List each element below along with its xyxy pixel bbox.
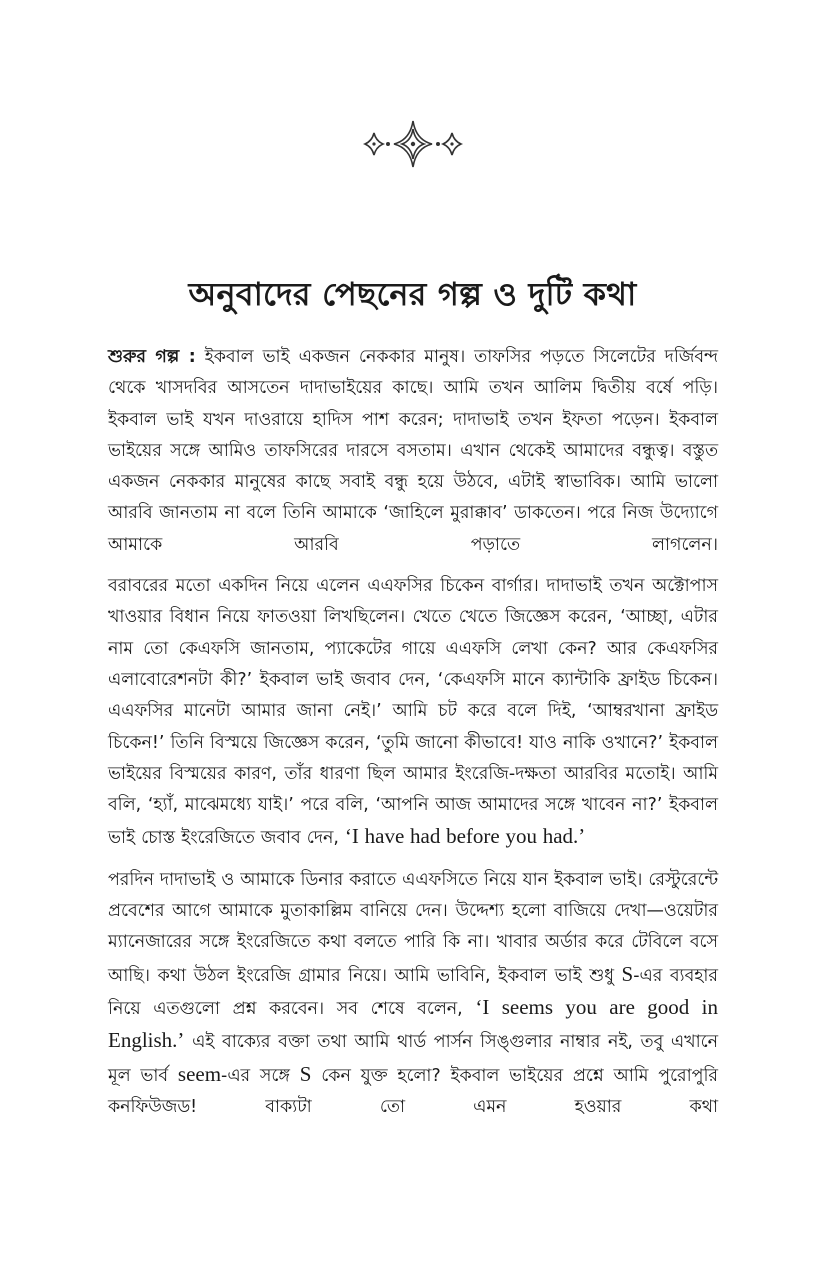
english-letter: S [621,961,634,986]
paragraph-text: বরাবরের মতো একদিন নিয়ে এলেন এএফসির চিকেন বার্গার। দাদাভাই তখন অক্টোপাস খাওয়ার বিধান নিয়ে ফাতওয়া লিখছিলেন। খেতে খেতে জিজ্ঞেস করেন, ‘আচ্ছা, এটার নাম তো কেএফসি জানতাম, প্যাকেটের গায়ে এএফসি লেখা কেন? আর কেএফসির এলাবোরেশনটা কী?’ ইকবাল ভাই জবাব দেন, ‘কেএফসি মানে ক্যান্টাকি ফ্রাইড চিকেন। এএফসির মানেটা আমার জানা নেই।’ আমি চট করে বলে দিই, ‘আম্বরখানা ফ্রাইড চিকেন!’ তিনি বিস্ময়ে জিজ্ঞেস করেন, ‘তুমি জানো কীভাবে! যাও নাকি ওখানে?’ ইকবাল ভাইয়ের বিস্ময়ের কারণ, তাঁর ধারণা ছিল আমার ইংরেজি-দক্ষতা আরবির মতোই। আমি বলি, ‘হ্যাঁ, মাঝেমধ্যে যাই।’ পরে বলি, ‘আপনি আজ আমাদের সঙ্গে খাবেন না?’ ইকবাল ভাই চোস্ত ইংরেজিতে জবাব দেন, [108,576,718,849]
paragraph-1 [108,342,718,561]
paragraph-text: -এর সঙ্গে [221,1065,300,1086]
paragraph-3 [108,865,718,1123]
diamond-ornament-icon [360,118,466,170]
english-letter: S [299,1061,312,1086]
section-lead: শুরুর গল্প : [108,347,196,367]
english-word: seem [177,1061,222,1086]
body-text [108,342,718,1133]
paragraph-text: ইকবাল ভাই একজন নেককার মানুষ। তাফসির পড়তে সিলেটের দর্জিবন্দ থেকে খাসদবির আসতেন দাদাভাইয়ের কাছে। আমি তখন আলিম দ্বিতীয় বর্ষে পড়ি। ইকবাল ভাই যখন দাওরায়ে হাদিস পাশ করেন; দাদাভাই তখন ইফতা পড়েন। ইকবাল ভাইয়ের সঙ্গে আমিও তাফসিরের দারসে বসতাম। এখান থেকেই আমাদের বন্ধুত্ব। বস্তুত একজন নেককার মানুষের কাছে সবাই বন্ধু হয়ে উঠবে, এটাই স্বাভাবিক। আমি ভালো আরবি জানতাম না বলে তিনি আমাকে ‘জাহিলে মুরাক্কাব’ ডাকতেন। পরে নিজ উদ্যোগে আমাকে আরবি পড়াতে লাগলেন। [108,347,718,555]
paragraph-text: পরদিন দাদাভাই ও আমাকে ডিনার করাতে এএফসিতে নিয়ে যান ইকবাল ভাই। রেস্টুরেন্টে প্রবেশের আগে আমাকে মুতাকাল্লিম বানিয়ে দেন। উদ্দেশ্য হলো বাজিয়ে দেখা—ওয়েটার ম্যানেজারের সঙ্গে ইংরেজিতে কথা বলতে পারি কি না। খাবার অর্ডার করে টেবিলে বসে আছি। কথা উঠল ইংরেজি গ্রামার নিয়ে। আমি ভাবিনি, ইকবাল ভাই শুধু [108,869,718,986]
page-title: অনুবাদের পেছনের গল্প ও দুটি কথা [188,275,637,313]
paragraph-text: -এর ব্যবহার নিয়ে এতগুলো প্রশ্ন করবেন। সব শেষে বলেন, [108,965,718,1019]
paragraph-text: কেন যুক্ত হলো? ইকবাল ভাইয়ের প্রশ্নে আমি পুরোপুরি কনফিউজড! বাক্যটা তো এমন হওয়ার কথা [108,1065,718,1117]
paragraph-2 [108,571,718,855]
paragraph-text: এই বাক্যের বক্তা তথা আমি থার্ড পার্সন সিঙ্গুলার নাম্বার নই, তবু এখানে মূল ভার্ব [108,1032,718,1086]
english-quote: ‘I have had before you had.’ [344,824,586,849]
english-quote: ‘I seems you are good in English.’ [108,994,718,1053]
